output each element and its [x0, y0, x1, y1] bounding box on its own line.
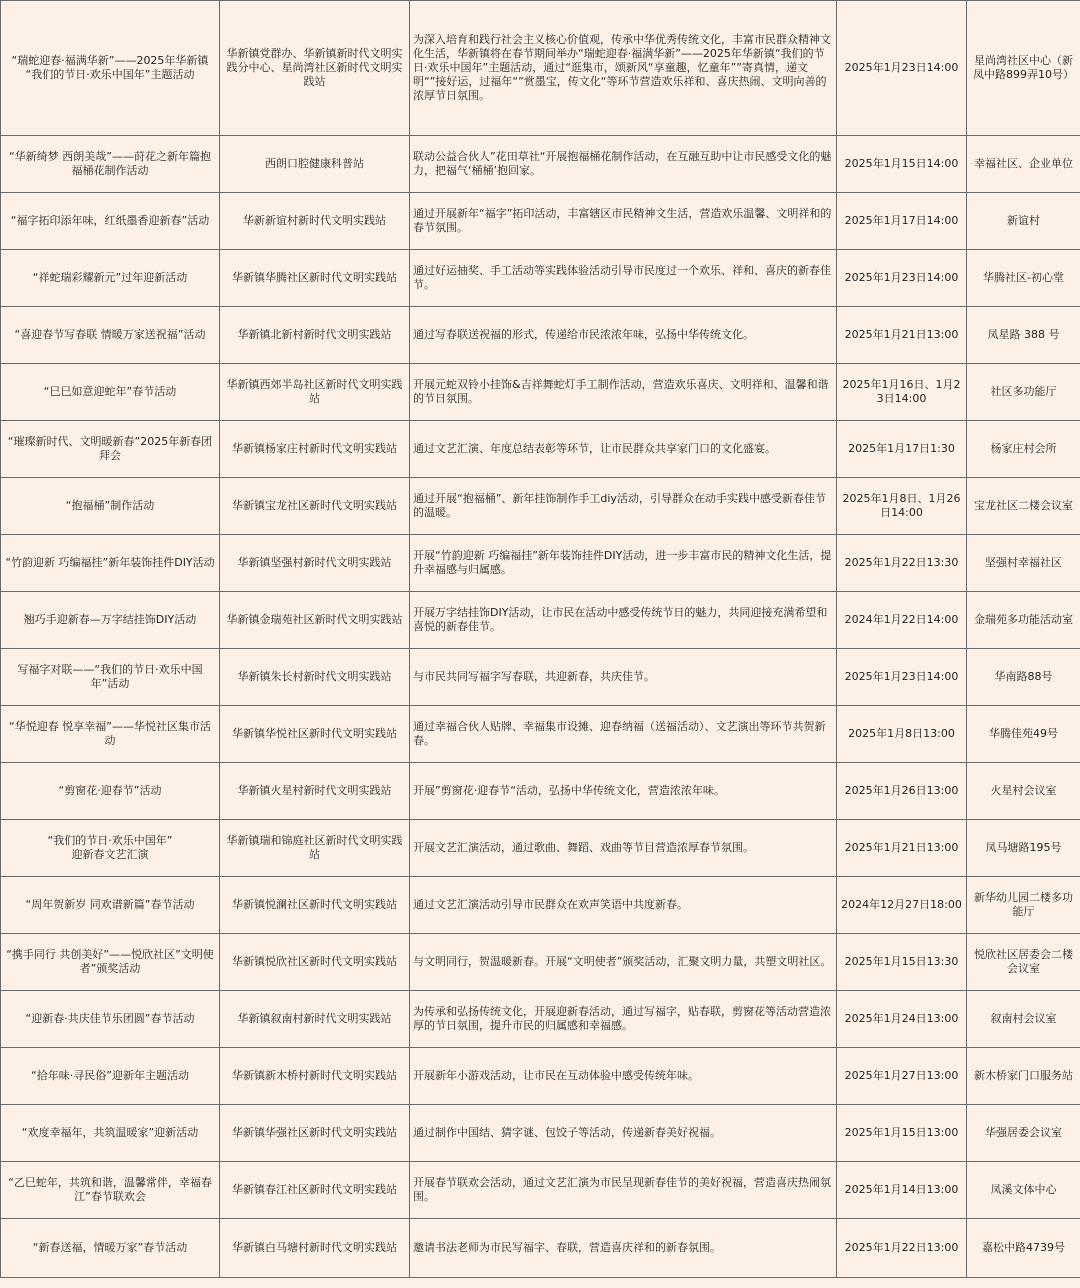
- time-cell: 2025年1月21日13:00: [837, 307, 967, 364]
- event-name-cell: “抱福桶”制作活动: [1, 478, 220, 535]
- organizer-cell: 华新镇华强社区新时代文明实践站: [220, 1105, 410, 1162]
- organizer-cell: 华新镇北新村新时代文明实践站: [220, 307, 410, 364]
- description-cell: 通过开展“抱福桶”、新年挂饰制作手工diy活动，引导群众在动手实践中感受新春佳节的温暖。: [410, 478, 837, 535]
- place-cell: 坚强村幸福社区: [967, 535, 1080, 592]
- event-name-cell: “迎新春·共庆佳节乐团圆”春节活动: [1, 991, 220, 1048]
- description-cell: 与市民共同写福字写春联，共迎新春，共庆佳节。: [410, 649, 837, 706]
- place-cell: 华腾佳苑49号: [967, 706, 1080, 763]
- organizer-cell: 华新镇新木桥村新时代文明实践站: [220, 1048, 410, 1105]
- organizer-cell: 华新镇朱长村新时代文明实践站: [220, 649, 410, 706]
- place-cell: 华南路88号: [967, 649, 1080, 706]
- table-row: [1, 649, 1080, 706]
- event-name-cell: “拾年味·寻民俗”迎新年主题活动: [1, 1048, 220, 1105]
- time-cell: 2024年1月22日14:00: [837, 592, 967, 649]
- organizer-cell: 华新镇叙南村新时代文明实践站: [220, 991, 410, 1048]
- event-name-cell: “剪窗花·迎春节”活动: [1, 763, 220, 820]
- time-cell: 2025年1月26日13:00: [837, 763, 967, 820]
- description-cell: 开展元蛇双铃小挂饰&吉祥舞蛇灯手工制作活动，营造欢乐喜庆、文明祥和、温馨和谐的节日氛围。: [410, 364, 837, 421]
- time-cell: 2025年1月22日13:00: [837, 1219, 967, 1278]
- table-row: [1, 763, 1080, 820]
- place-cell: 星尚湾社区中心（新凤中路899弄10号）: [967, 1, 1080, 136]
- time-cell: 2025年1月17日14:00: [837, 193, 967, 250]
- event-name-cell: “华新绮梦 西朗美哉”——莳花之新年篇抱福桶花制作活动: [1, 136, 220, 193]
- place-cell: 凤星路 388 号: [967, 307, 1080, 364]
- place-cell: 幸福社区、企业单位: [967, 136, 1080, 193]
- event-name-cell: “新春送福，情暖万家”春节活动: [1, 1219, 220, 1278]
- table-row: [1, 421, 1080, 478]
- description-cell: 通过写春联送祝福的形式，传递给市民浓浓年味，弘扬中华传统文化。: [410, 307, 837, 364]
- place-cell: 金瑞苑多功能活动室: [967, 592, 1080, 649]
- description-cell: 通过文艺汇演、年度总结表彰等环节，让市民群众共享家门口的文化盛宴。: [410, 421, 837, 478]
- table-row: [1, 934, 1080, 991]
- place-cell: 宝龙社区二楼会议室: [967, 478, 1080, 535]
- description-cell: 开展万字结挂饰DIY活动，让市民在活动中感受传统节日的魅力，共同迎接充满希望和喜悦的新春佳节。: [410, 592, 837, 649]
- time-cell: 2025年1月15日14:00: [837, 136, 967, 193]
- place-cell: 火星村会议室: [967, 763, 1080, 820]
- table-row: [1, 136, 1080, 193]
- event-name-cell: “欢度幸福年，共筑温暖家”迎新活动: [1, 1105, 220, 1162]
- place-cell: 社区多功能厅: [967, 364, 1080, 421]
- table-row: [1, 250, 1080, 307]
- event-name-cell: “祥蛇瑞彩耀新元”过年迎新活动: [1, 250, 220, 307]
- description-cell: 与文明同行，贺温暖新春。开展“文明使者”颁奖活动，汇聚文明力量，共塑文明社区。: [410, 934, 837, 991]
- table-row: [1, 1105, 1080, 1162]
- time-cell: 2025年1月23日14:00: [837, 250, 967, 307]
- description-cell: 开展春节联欢会活动，通过文艺汇演为市民呈现新春佳节的美好祝福，营造喜庆热闹氛围。: [410, 1162, 837, 1219]
- place-cell: 新华幼儿园二楼多功能厅: [967, 877, 1080, 934]
- event-name-cell: “喜迎春节写春联 情暖万家送祝福”活动: [1, 307, 220, 364]
- description-cell: 通过文艺汇演活动引导市民群众在欢声笑语中共度新春。: [410, 877, 837, 934]
- time-cell: 2025年1月15日13:00: [837, 1105, 967, 1162]
- place-cell: 凤溪文体中心: [967, 1162, 1080, 1219]
- organizer-cell: 华新镇杨家庄村新时代文明实践站: [220, 421, 410, 478]
- description-cell: 联动公益合伙人”花田草社“开展抱福桶花制作活动，在互融互助中让市民感受文化的魅力，把福气‘桶桶’抱回家。: [410, 136, 837, 193]
- description-cell: 通过幸福合伙人贴牌、幸福集市设摊、迎春纳福（送福活动）、文艺演出等环节共贺新春。: [410, 706, 837, 763]
- organizer-cell: 华新镇华腾社区新时代文明实践站: [220, 250, 410, 307]
- organizer-cell: 华新镇党群办、华新镇新时代文明实践分中心、星尚湾社区新时代文明实践站: [220, 1, 410, 136]
- organizer-cell: 西朗口腔健康科普站: [220, 136, 410, 193]
- time-cell: 2025年1月24日13:00: [837, 991, 967, 1048]
- description-cell: 开展文艺汇演活动，通过歌曲、舞蹈、戏曲等节目营造浓厚春节氛围。: [410, 820, 837, 877]
- table-row: [1, 820, 1080, 877]
- time-cell: 2025年1月15日13:30: [837, 934, 967, 991]
- organizer-cell: 华新镇悦欣社区新时代文明实践站: [220, 934, 410, 991]
- event-table-body: [1, 1, 1080, 1278]
- place-cell: 悦欣社区居委会二楼会议室: [967, 934, 1080, 991]
- table-row: [1, 706, 1080, 763]
- table-row: [1, 1048, 1080, 1105]
- place-cell: 凤马塘路195号: [967, 820, 1080, 877]
- table-row: [1, 193, 1080, 250]
- event-name-cell: “瑞蛇迎春·福满华新”——2025年华新镇 “我们的节日·欢乐中国年”主题活动: [1, 1, 220, 136]
- time-cell: 2025年1月8日13:00: [837, 706, 967, 763]
- event-name-cell: “华悦迎春 悦享幸福”——华悦社区集市活动: [1, 706, 220, 763]
- description-cell: 开展新年小游戏活动，让市民在互动体验中感受传统年味。: [410, 1048, 837, 1105]
- event-name-cell: 翘巧手迎新春—万字结挂饰DIY活动: [1, 592, 220, 649]
- table-row: [1, 991, 1080, 1048]
- event-name-cell: “巳巳如意迎蛇年”春节活动: [1, 364, 220, 421]
- description-cell: 通过开展新年“福字”拓印活动，丰富辖区市民精神文生活，营造欢乐温馨、文明祥和的春节氛围。: [410, 193, 837, 250]
- table-row: [1, 478, 1080, 535]
- event-name-cell: “乙巳蛇年，共筑和谐，温馨常伴，幸福春江”春节联欢会: [1, 1162, 220, 1219]
- time-cell: 2025年1月16日、1月23日14:00: [837, 364, 967, 421]
- event-name-cell: “璀璨新时代、文明暖新春”2025年新春团拜会: [1, 421, 220, 478]
- time-cell: 2025年1月17日1:30: [837, 421, 967, 478]
- description-cell: 开展“竹韵迎新 巧编福挂”新年装饰挂件DIY活动，进一步丰富市民的精神文化生活，提升幸福感与归属感。: [410, 535, 837, 592]
- organizer-cell: 华新镇坚强村新时代文明实践站: [220, 535, 410, 592]
- description-cell: 邀请书法老师为市民写福字、春联，营造喜庆祥和的新春氛围。: [410, 1219, 837, 1278]
- place-cell: 叙南村会议室: [967, 991, 1080, 1048]
- organizer-cell: 华新镇春江社区新时代文明实践站: [220, 1162, 410, 1219]
- event-name-cell: “携手同行 共创美好”——悦欣社区”文明使者”颁奖活动: [1, 934, 220, 991]
- table-row: [1, 364, 1080, 421]
- table-row: [1, 877, 1080, 934]
- organizer-cell: 华新镇瑞和锦庭社区新时代文明实践站: [220, 820, 410, 877]
- description-cell: 开展”剪窗花·迎春节“活动，弘扬中华传统文化，营造浓浓年味。: [410, 763, 837, 820]
- organizer-cell: 华新镇火星村新时代文明实践站: [220, 763, 410, 820]
- time-cell: 2025年1月21日13:00: [837, 820, 967, 877]
- event-name-cell: “我们的节日·欢乐中国年” 迎新春文艺汇演: [1, 820, 220, 877]
- organizer-cell: 华新镇西郊半岛社区新时代文明实践站: [220, 364, 410, 421]
- event-name-cell: “周年贺新岁 同欢谱新篇”春节活动: [1, 877, 220, 934]
- description-cell: 为传承和弘扬传统文化，开展迎新春活动，通过写福字，贴春联，剪窗花等活动营造浓厚的节日氛围，提升市民的归属感和幸福感。: [410, 991, 837, 1048]
- description-cell: 通过好运抽奖、手工活动等实践体验活动引导市民度过一个欢乐、祥和、喜庆的新春佳节。: [410, 250, 837, 307]
- event-name-cell: “福字拓印添年味，红纸墨香迎新春”活动: [1, 193, 220, 250]
- time-cell: 2025年1月23日14:00: [837, 649, 967, 706]
- table-row: [1, 1162, 1080, 1219]
- organizer-cell: 华新镇华悦社区新时代文明实践站: [220, 706, 410, 763]
- table-row: [1, 535, 1080, 592]
- place-cell: 华强居委会议室: [967, 1105, 1080, 1162]
- table-row: [1, 307, 1080, 364]
- time-cell: 2024年12月27日18:00: [837, 877, 967, 934]
- organizer-cell: 华新镇宝龙社区新时代文明实践站: [220, 478, 410, 535]
- description-cell: 为深入培育和践行社会主义核心价值观，传承中华优秀传统文化，丰富市民群众精神文化生活，华新镇将在春节期间举办“瑞蛇迎春·福满华新”——2025年华新镇“我们的节日·欢乐中国年”主题活动，通过“逛集市，颂新风“享童趣，忆童年””寄真情，递文明“”接好运，过福年“”赏墨宝，传文化“等环节营造欢乐祥和、喜庆热闹、文明向善的浓厚节日氛围。: [410, 1, 837, 136]
- organizer-cell: 华新镇悦澜社区新时代文明实践站: [220, 877, 410, 934]
- event-name-cell: “竹韵迎新 巧编福挂”新年装饰挂件DIY活动: [1, 535, 220, 592]
- place-cell: 新谊村: [967, 193, 1080, 250]
- event-name-cell: 写福字对联——“我们的节日·欢乐中国年”活动: [1, 649, 220, 706]
- time-cell: 2025年1月8日、1月26日14:00: [837, 478, 967, 535]
- place-cell: 嘉松中路4739号: [967, 1219, 1080, 1278]
- time-cell: 2025年1月22日13:30: [837, 535, 967, 592]
- organizer-cell: 华新镇金瑞苑社区新时代文明实践站: [220, 592, 410, 649]
- table-row: [1, 1219, 1080, 1278]
- organizer-cell: 华新镇白马塘村新时代文明实践站: [220, 1219, 410, 1278]
- place-cell: 杨家庄村会所: [967, 421, 1080, 478]
- time-cell: 2025年1月14日13:00: [837, 1162, 967, 1219]
- organizer-cell: 华新新谊村新时代文明实践站: [220, 193, 410, 250]
- table-row: [1, 592, 1080, 649]
- time-cell: 2025年1月27日13:00: [837, 1048, 967, 1105]
- table-row: [1, 1, 1080, 136]
- place-cell: 华腾社区-初心堂: [967, 250, 1080, 307]
- place-cell: 新木桥家门口服务站: [967, 1048, 1080, 1105]
- description-cell: 通过制作中国结、猜字谜、包饺子等活动，传递新春美好祝福。: [410, 1105, 837, 1162]
- time-cell: 2025年1月23日14:00: [837, 1, 967, 136]
